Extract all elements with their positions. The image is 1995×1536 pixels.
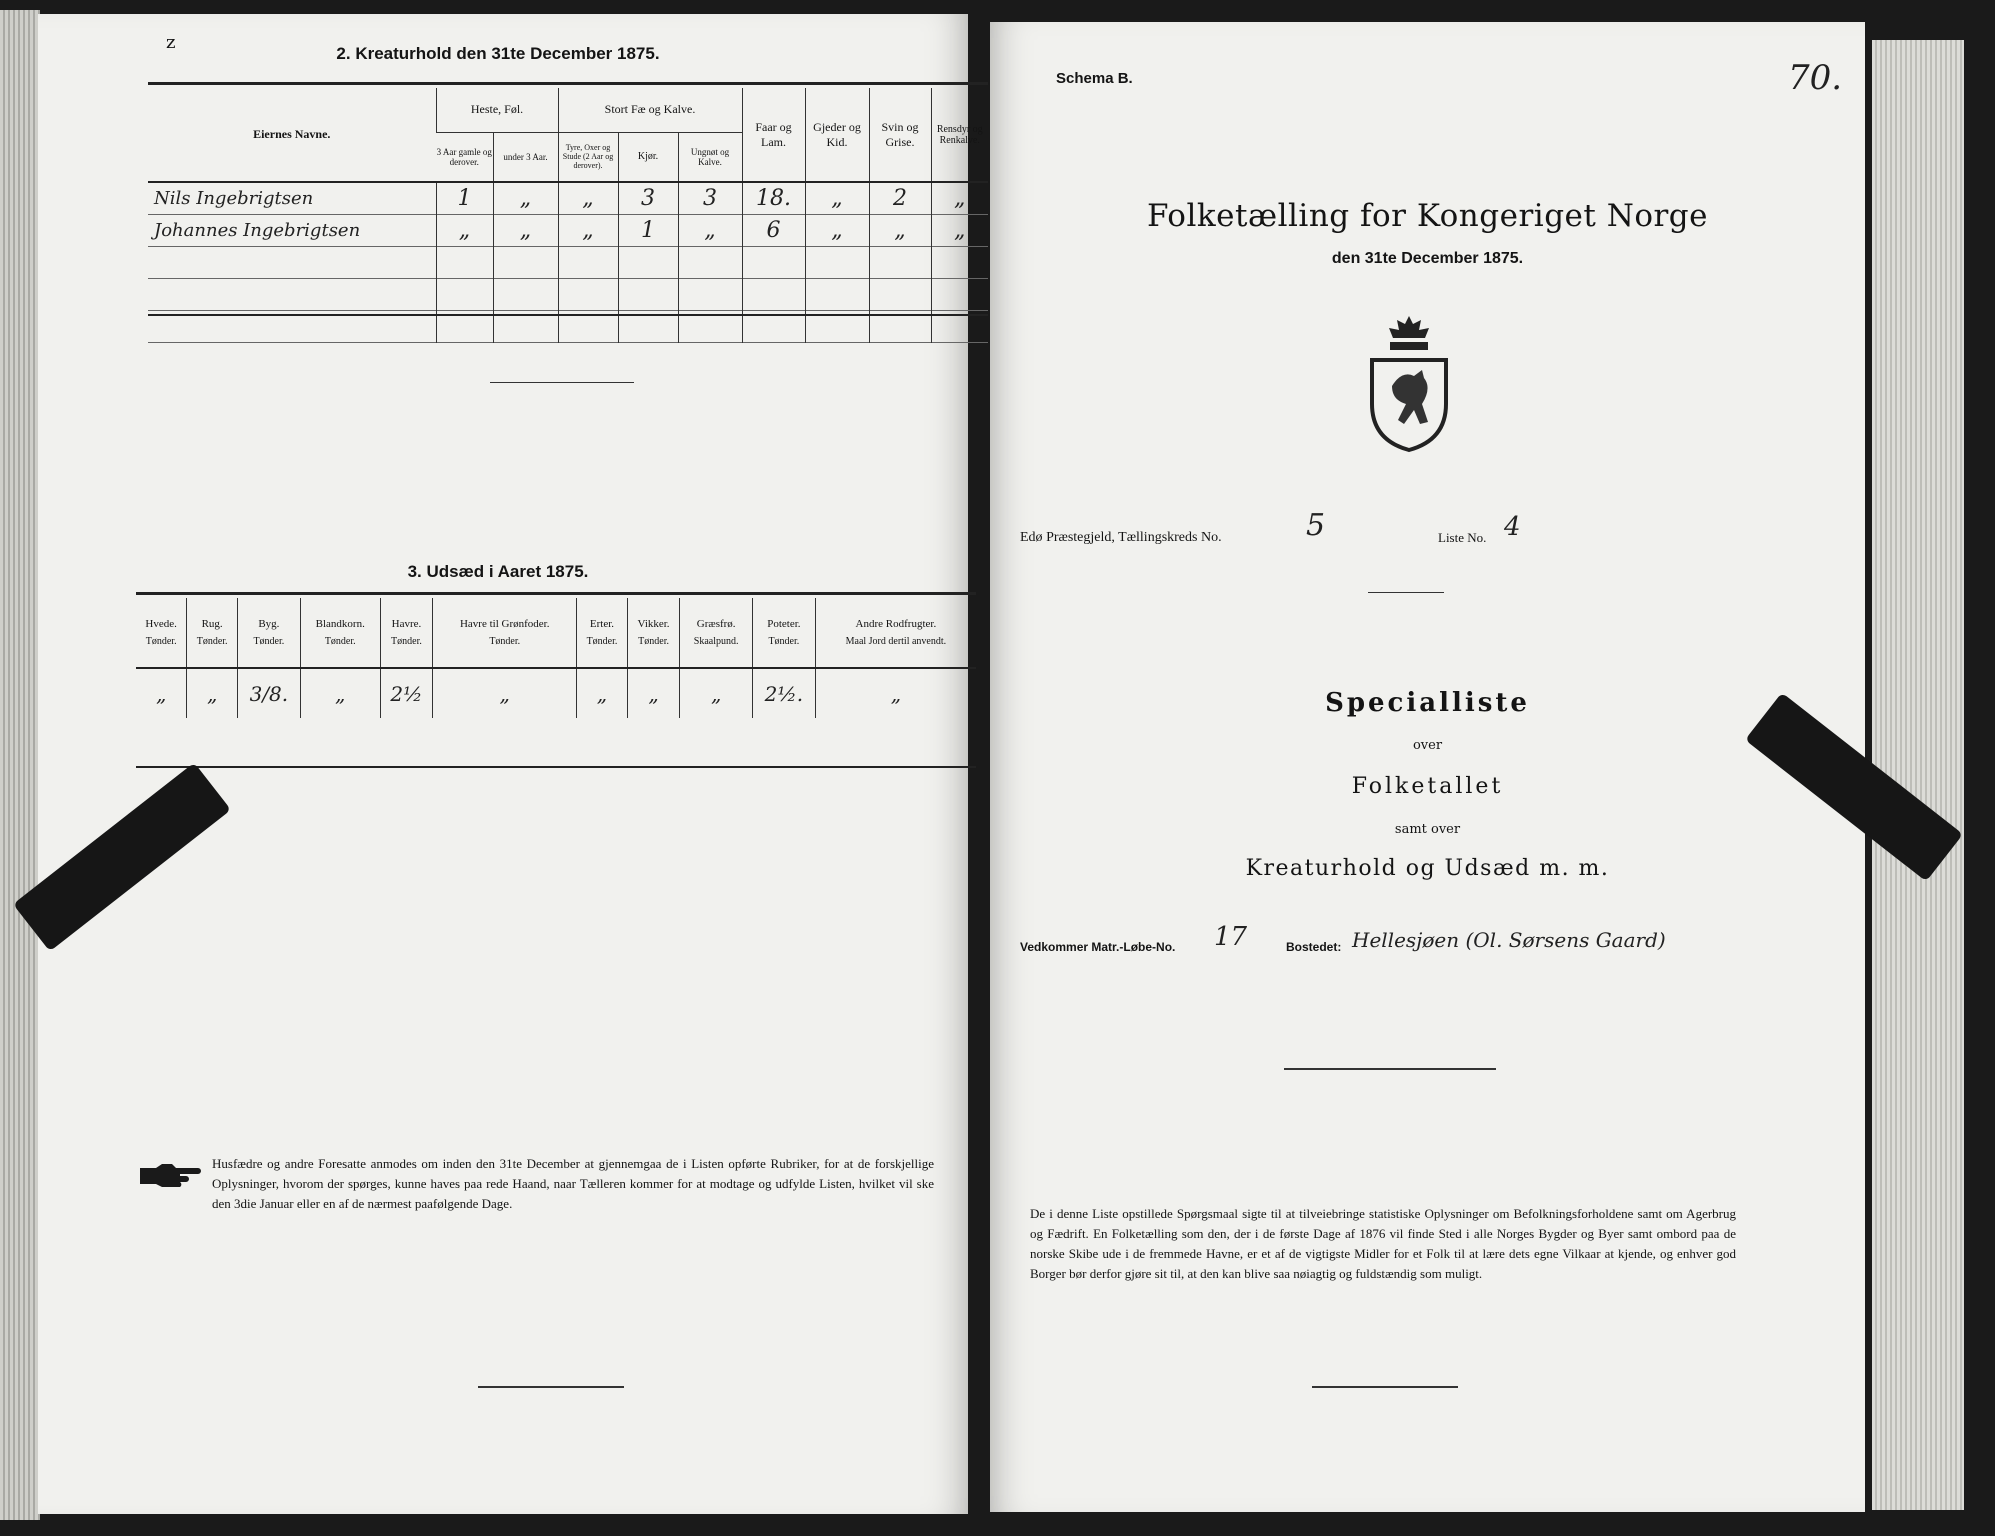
seed-value-cell: „ bbox=[187, 668, 238, 718]
seed-col-name: Havre. bbox=[391, 617, 422, 630]
pointing-hand-icon bbox=[138, 1162, 202, 1190]
empty-cell bbox=[558, 278, 618, 310]
parish-label: Præstegjeld, Tællingskreds No. bbox=[1046, 530, 1222, 545]
seed-col-header bbox=[136, 598, 187, 668]
seed-col-name: Blandkorn. bbox=[315, 617, 365, 630]
bosted-value: Hellesjøen (Ol. Sørsens Gaard) bbox=[1352, 928, 1666, 952]
matr-number: 17 bbox=[1214, 922, 1248, 952]
seed-col-unit: Tønder. bbox=[145, 635, 177, 647]
livestock-value-cell: „ bbox=[931, 214, 988, 246]
empty-cell bbox=[805, 278, 869, 310]
livestock-value-cell: „ bbox=[805, 214, 869, 246]
seed-col-unit: Tønder. bbox=[391, 635, 422, 647]
col-owner-name: Eiernes Navne. bbox=[253, 127, 331, 141]
notice-text: Husfædre og andre Foresatte anmodes om inden den 31te December at gjennemgaa de i Listen opførte Rubriker, for at de forskjellige Oplysninger, hvorom der spørges, kunne haves paa rede Haand, naar Tælleren kommer for at modtage og udfylde Listen, hvilket vil ske den 3die Januar eller en af de nærmest paafølgende Dage. bbox=[212, 1156, 934, 1211]
col-faar: Faar og Lam. bbox=[742, 88, 805, 182]
folketallet-heading: Folketallet bbox=[1351, 774, 1504, 799]
livestock-value-cell: „ bbox=[493, 182, 558, 214]
seed-col-unit: Maal Jord dertil anvendt. bbox=[845, 635, 947, 647]
parish-line bbox=[1020, 530, 1222, 546]
col-rensdyr: Rensdyr og Renkalve. bbox=[931, 88, 988, 182]
seed-value-cell: „ bbox=[815, 668, 976, 718]
parish-name: Edø bbox=[1020, 530, 1043, 545]
empty-cell bbox=[493, 278, 558, 310]
seed-col-header bbox=[300, 598, 380, 668]
col-storfe-kjor: Kjør. bbox=[618, 132, 678, 182]
seed-col-header bbox=[680, 598, 753, 668]
seed-col-unit: Tønder. bbox=[196, 635, 228, 647]
empty-cell bbox=[618, 246, 678, 278]
livestock-value-cell: 1 bbox=[618, 214, 678, 246]
livestock-value-cell: 2 bbox=[869, 182, 931, 214]
bosted-label: Bostedet: bbox=[1286, 940, 1342, 954]
livestock-row bbox=[148, 214, 988, 246]
seed-col-unit: Tønder. bbox=[586, 635, 618, 647]
main-subtitle: den 31te December 1875. bbox=[1331, 250, 1524, 267]
owner-name-cell: Nils Ingebrigtsen bbox=[154, 187, 314, 209]
seed-col-header bbox=[237, 598, 300, 668]
empty-cell bbox=[931, 278, 988, 310]
seed-col-header bbox=[187, 598, 238, 668]
livestock-value-cell: „ bbox=[678, 214, 742, 246]
empty-cell bbox=[869, 278, 931, 310]
livestock-value-cell: „ bbox=[931, 182, 988, 214]
livestock-row bbox=[148, 278, 988, 310]
seed-value-cell: „ bbox=[680, 668, 753, 718]
col-svin: Svin og Grise. bbox=[869, 88, 931, 182]
divider-mid bbox=[1284, 1068, 1496, 1070]
section2-top-rule bbox=[148, 82, 988, 85]
seed-col-name: Byg. bbox=[258, 617, 280, 630]
livestock-value-cell: „ bbox=[558, 214, 618, 246]
section3-top-rule bbox=[136, 592, 976, 595]
schema-label: Schema B. bbox=[1056, 70, 1133, 87]
livestock-value-cell: „ bbox=[436, 214, 493, 246]
empty-cell bbox=[493, 246, 558, 278]
empty-cell bbox=[678, 278, 742, 310]
empty-cell bbox=[805, 246, 869, 278]
livestock-value-cell: „ bbox=[805, 182, 869, 214]
section3-title: 3. Udsæd i Aaret 1875. bbox=[407, 562, 589, 581]
seed-table bbox=[136, 598, 976, 718]
livestock-row bbox=[148, 182, 988, 214]
divider-top bbox=[1368, 592, 1444, 593]
empty-cell bbox=[742, 246, 805, 278]
seed-col-unit: Tønder. bbox=[324, 635, 356, 647]
col-storfe-group: Stort Fæ og Kalve. bbox=[558, 88, 742, 132]
livestock-row bbox=[148, 246, 988, 278]
col-heste-group: Heste, Føl. bbox=[436, 88, 558, 132]
col-gjeder: Gjeder og Kid. bbox=[805, 88, 869, 182]
corner-mark: z bbox=[166, 32, 176, 53]
seed-value-cell: „ bbox=[300, 668, 380, 718]
seed-value-cell: „ bbox=[433, 668, 577, 718]
seed-col-name: Andre Rodfrugter. bbox=[855, 617, 937, 630]
livestock-value-cell: 3 bbox=[678, 182, 742, 214]
main-title: Folketælling for Kongeriget Norge bbox=[1146, 198, 1708, 234]
livestock-value-cell: „ bbox=[558, 182, 618, 214]
col-heste-young: under 3 Aar. bbox=[493, 132, 558, 182]
seed-col-header bbox=[815, 598, 976, 668]
samt-over-label: samt over bbox=[1394, 822, 1461, 837]
col-storfe-ungnot: Ungnøt og Kalve. bbox=[678, 132, 742, 182]
section2-title: 2. Kreaturhold den 31te December 1875. bbox=[336, 44, 660, 63]
seed-value-cell: 2½ bbox=[380, 668, 433, 718]
seed-col-header bbox=[433, 598, 577, 668]
seed-col-name: Vikker. bbox=[637, 617, 670, 630]
livestock-value-cell: 3 bbox=[618, 182, 678, 214]
seed-value-cell: „ bbox=[155, 681, 167, 706]
seed-value-cell: „ bbox=[627, 668, 680, 718]
empty-cell bbox=[678, 246, 742, 278]
col-heste-adult: 3 Aar gamle og derover. bbox=[436, 146, 492, 167]
empty-cell bbox=[931, 246, 988, 278]
matr-label: Vedkommer Matr.-Løbe-No. bbox=[1020, 940, 1176, 954]
seed-col-name: Græsfrø. bbox=[696, 617, 736, 630]
seed-col-unit: Skaalpund. bbox=[693, 635, 739, 647]
page-number: 70. bbox=[1788, 58, 1843, 98]
specialliste-heading: Specialliste bbox=[1325, 688, 1530, 718]
livestock-table bbox=[148, 88, 988, 343]
right-page bbox=[990, 22, 1865, 1512]
seed-col-unit: Tønder. bbox=[768, 635, 800, 647]
empty-cell bbox=[436, 246, 493, 278]
divider-bottom-right bbox=[1312, 1386, 1458, 1388]
col-storfe-tyre: Tyre, Oxer og Stude (2 Aar og derover). bbox=[558, 132, 618, 182]
seed-col-header bbox=[380, 598, 433, 668]
empty-cell bbox=[618, 278, 678, 310]
seed-col-header bbox=[627, 598, 680, 668]
owner-name-cell: Johannes Ingebrigtsen bbox=[154, 219, 361, 241]
section2-bottom-rule bbox=[148, 314, 988, 316]
left-page bbox=[38, 14, 983, 1514]
seed-col-header bbox=[753, 598, 816, 668]
seed-col-name: Rug. bbox=[201, 617, 223, 630]
coat-of-arms-icon bbox=[1366, 314, 1452, 454]
seed-value-cell: 3/8. bbox=[237, 668, 300, 718]
livestock-value-cell: 6 bbox=[742, 214, 805, 246]
divider-bottom bbox=[478, 1386, 624, 1388]
seed-col-unit: Tønder. bbox=[638, 635, 669, 647]
kreds-number: 5 bbox=[1306, 508, 1326, 543]
kreaturhold-heading: Kreaturhold og Udsæd m. m. bbox=[1245, 856, 1610, 881]
seed-col-name: Erter. bbox=[589, 617, 615, 630]
livestock-value-cell: „ bbox=[869, 214, 931, 246]
seed-value-cell: 2½. bbox=[753, 668, 816, 718]
empty-cell bbox=[742, 278, 805, 310]
empty-cell bbox=[558, 246, 618, 278]
livestock-value-cell: 18. bbox=[742, 182, 805, 214]
footer-text: De i denne Liste opstillede Spørgsmaal sigte til at tilveiebringe statistiske Oplysninger om Befolkningsforholdene samt om Agerbrug og Fædrift. En Folketælling som den, der i de første Dage af 1876 vil finde Sted i alle Norges Bygder og Byer samt ombord paa de norske Skibe ude i de fremmede Havne, er et af de vigtigste Midler for et Folk til at lære dets egne Vilkaar at kjende, og enhver god Borger bør derfor gjøre sit til, at den kan blive saa nøiagtig og fuldstændig som muligt. bbox=[1030, 1206, 1736, 1281]
section3-bottom-rule bbox=[136, 766, 976, 768]
empty-cell bbox=[148, 246, 436, 278]
livestock-value-cell: „ bbox=[493, 214, 558, 246]
seed-col-unit: Tønder. bbox=[489, 635, 521, 647]
seed-col-name: Havre til Grønfoder. bbox=[459, 617, 550, 630]
empty-cell bbox=[869, 246, 931, 278]
divider-short bbox=[490, 382, 634, 383]
seed-col-unit: Tønder. bbox=[253, 635, 285, 647]
empty-cell bbox=[148, 278, 436, 310]
empty-cell bbox=[436, 278, 493, 310]
liste-number: 4 bbox=[1504, 512, 1521, 542]
over-label-1: over bbox=[1412, 738, 1443, 753]
left-page-edge bbox=[0, 10, 40, 1520]
liste-label: Liste No. bbox=[1438, 530, 1487, 545]
seed-value-cell: „ bbox=[577, 668, 628, 718]
seed-col-name: Poteter. bbox=[767, 617, 801, 630]
seed-col-name: Hvede. bbox=[145, 617, 177, 630]
seed-col-header bbox=[577, 598, 628, 668]
livestock-value-cell: 1 bbox=[436, 182, 493, 214]
